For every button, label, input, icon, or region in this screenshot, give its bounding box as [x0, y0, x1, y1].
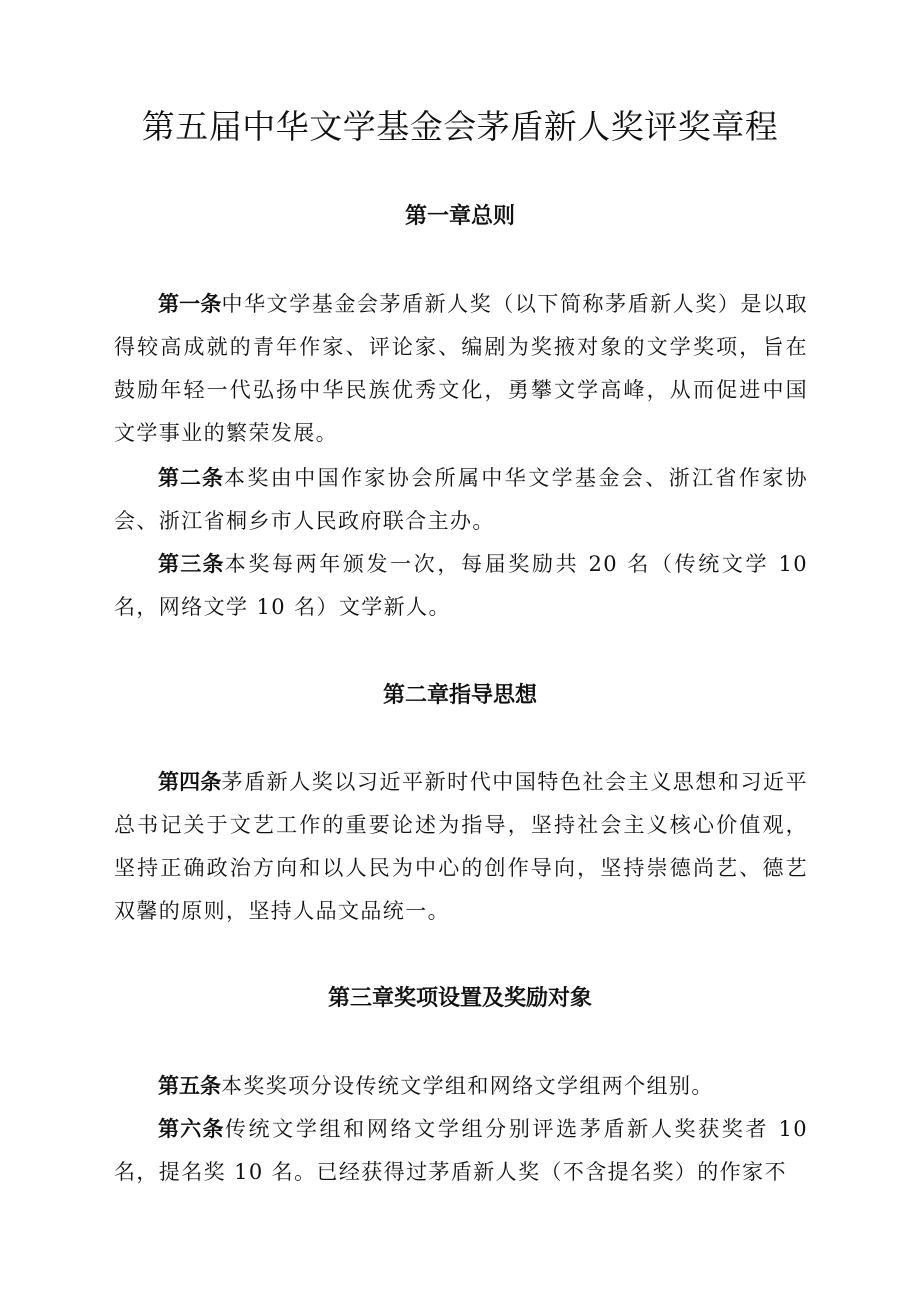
article-label: 第六条: [158, 1117, 225, 1141]
article-1: [114, 283, 808, 455]
article-text: 传统文学组和网络文学组分别评选茅盾新人奖获奖者 10 名，提名奖 10 名。已经获得过茅盾新人奖（不含提名奖）的作家不: [114, 1117, 809, 1184]
article-label: 第五条: [158, 1074, 221, 1098]
chapter-heading-2: 第二章指导思想: [382, 683, 537, 708]
article-text: 中华文学基金会茅盾新人奖（以下简称茅盾新人奖）是以取得较高成就的青年作家、评论家、编剧为奖掖对象的文学奖项，旨在鼓励年轻一代弘扬中华民族优秀文化，勇攀文学高峰，从而促进中国文学事业的繁荣发展。: [114, 292, 808, 445]
article-4: [114, 761, 808, 933]
chapter-heading-1: 第一章总则: [404, 204, 515, 229]
article-label: 第四条: [158, 770, 222, 794]
article-text: 本奖由中国作家协会所属中华文学基金会、浙江省作家协会、浙江省桐乡市人民政府联合主办。: [114, 466, 808, 533]
article-5: [114, 1065, 808, 1108]
article-3: [114, 543, 808, 629]
document-title: 第五届中华文学基金会茅盾新人奖评奖章程: [141, 107, 779, 146]
article-2: [114, 457, 808, 543]
article-label: 第二条: [158, 466, 224, 490]
article-6: [114, 1108, 808, 1194]
article-text: 本奖奖项分设传统文学组和网络文学组两个组别。: [221, 1074, 714, 1098]
article-text: 本奖每两年颁发一次，每届奖励共 20 名（传统文学 10 名，网络文学 10 名）文学新人。: [114, 552, 808, 619]
chapter-heading-3: 第三章奖项设置及奖励对象: [327, 986, 592, 1011]
article-label: 第一条: [158, 292, 222, 316]
article-label: 第三条: [158, 552, 225, 576]
article-text: 茅盾新人奖以习近平新时代中国特色社会主义思想和习近平总书记关于文艺工作的重要论述为指导，坚持社会主义核心价值观，坚持正确政治方向和以人民为中心的创作导向，坚持崇德尚艺、德艺双馨的原则，坚持人品文品统一。: [114, 770, 808, 923]
